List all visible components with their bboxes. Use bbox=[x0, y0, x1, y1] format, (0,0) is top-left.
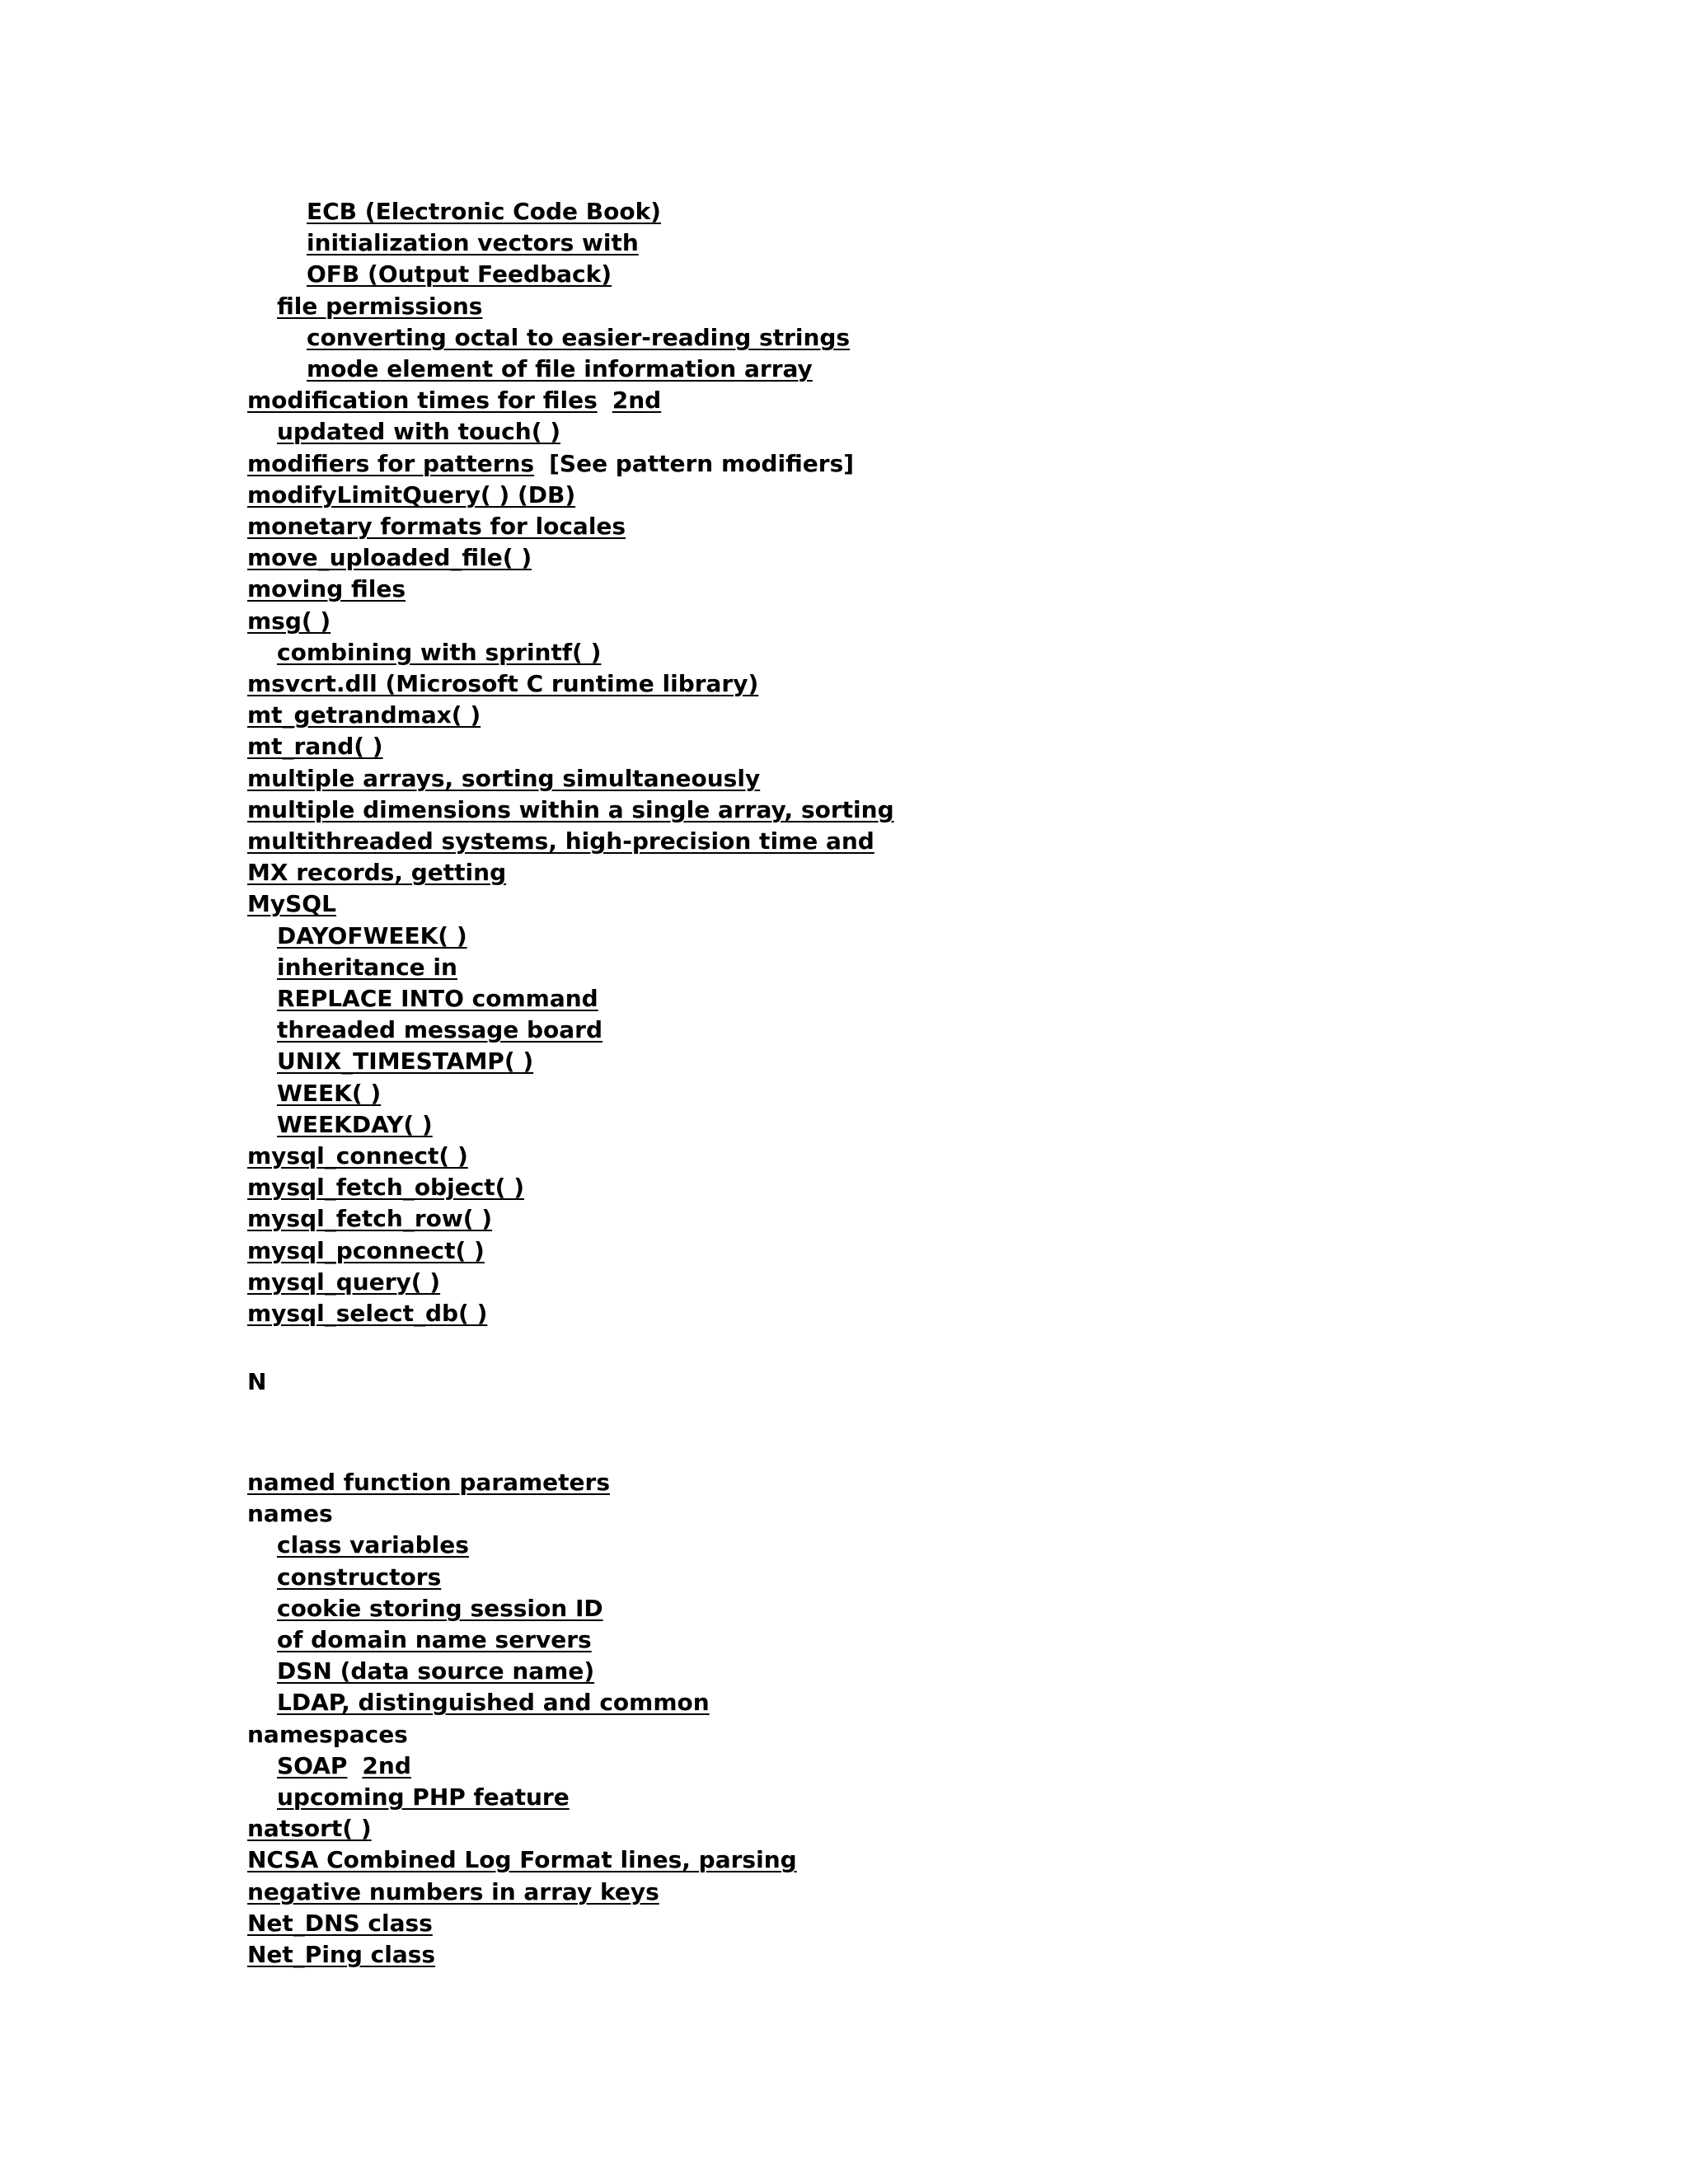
index-entry bbox=[247, 1142, 468, 1170]
index-entry bbox=[247, 859, 506, 887]
index-link[interactable]: mysql_pconnect( ) bbox=[247, 1237, 485, 1264]
index-subentry bbox=[307, 198, 661, 226]
index-link[interactable]: mode element of file information array bbox=[307, 355, 813, 382]
index-link[interactable]: negative numbers in array keys bbox=[247, 1878, 659, 1905]
index-link[interactable]: mysql_query( ) bbox=[247, 1268, 441, 1296]
index-link[interactable]: threaded message board bbox=[277, 1016, 603, 1043]
index-subentry bbox=[277, 1783, 570, 1811]
index-entry bbox=[247, 481, 575, 509]
index-link[interactable]: move_uploaded_file( ) bbox=[247, 544, 532, 571]
index-label: names bbox=[247, 1500, 333, 1527]
index-subentry bbox=[277, 418, 560, 446]
index-link[interactable]: mysql_fetch_row( ) bbox=[247, 1205, 493, 1232]
index-link[interactable]: 2nd bbox=[362, 1752, 411, 1779]
index-link[interactable]: cookie storing session ID bbox=[277, 1595, 603, 1622]
index-link[interactable]: UNIX_TIMESTAMP( ) bbox=[277, 1047, 534, 1075]
section-letter-heading: N bbox=[247, 1368, 267, 1395]
index-entry bbox=[247, 827, 874, 855]
index-entry bbox=[247, 1500, 333, 1528]
index-entry bbox=[247, 733, 383, 761]
index-link[interactable]: constructors bbox=[277, 1563, 442, 1591]
index-link[interactable]: class variables bbox=[277, 1531, 469, 1558]
index-subentry bbox=[277, 1657, 594, 1685]
index-link[interactable]: SOAP bbox=[277, 1752, 348, 1779]
index-link[interactable]: MySQL bbox=[247, 890, 336, 917]
index-subentry bbox=[277, 1752, 411, 1780]
index-entry bbox=[247, 513, 626, 541]
index-link[interactable]: modifyLimitQuery( ) (DB) bbox=[247, 481, 576, 509]
index-link[interactable]: file permissions bbox=[277, 293, 483, 320]
index-entry bbox=[247, 670, 758, 698]
index-link[interactable]: multiple arrays, sorting simultaneously bbox=[247, 765, 761, 792]
index-subentry bbox=[307, 229, 639, 257]
index-link[interactable]: multithreaded systems, high-precision time and bbox=[247, 827, 874, 855]
index-link[interactable]: MX records, getting bbox=[247, 859, 507, 886]
index-subentry bbox=[277, 1080, 381, 1108]
index-subentry bbox=[277, 1111, 433, 1139]
index-link[interactable]: named function parameters bbox=[247, 1469, 610, 1496]
index-link[interactable]: Net_DNS class bbox=[247, 1910, 433, 1937]
index-subentry bbox=[277, 922, 467, 950]
index-link[interactable]: mysql_select_db( ) bbox=[247, 1300, 488, 1327]
index-link[interactable]: msg( ) bbox=[247, 607, 331, 635]
index-link[interactable]: msvcrt.dll (Microsoft C runtime library) bbox=[247, 670, 759, 697]
index-subentry bbox=[277, 1531, 469, 1559]
index-entry bbox=[247, 1174, 524, 1202]
index-label: [See pattern modifiers] bbox=[549, 450, 855, 477]
index-link[interactable]: updated with touch( ) bbox=[277, 418, 561, 445]
index-subentry bbox=[307, 355, 813, 383]
index-subentry bbox=[277, 1047, 533, 1076]
index-subentry bbox=[307, 260, 612, 288]
index-link[interactable]: WEEKDAY( ) bbox=[277, 1111, 433, 1138]
index-entry bbox=[247, 1910, 433, 1938]
index-subentry bbox=[307, 324, 850, 352]
index-link[interactable]: DSN (data source name) bbox=[277, 1657, 595, 1685]
index-link[interactable]: mysql_connect( ) bbox=[247, 1142, 468, 1169]
index-entry bbox=[247, 450, 854, 478]
index-subentry bbox=[277, 293, 482, 321]
index-link[interactable]: monetary formats for locales bbox=[247, 513, 626, 540]
index-link[interactable]: mt_rand( ) bbox=[247, 733, 383, 760]
index-entry bbox=[247, 701, 481, 729]
index-entry bbox=[247, 1721, 408, 1749]
index-entry bbox=[247, 1941, 435, 1969]
index-link[interactable]: modifiers for patterns bbox=[247, 450, 535, 477]
index-subentry bbox=[277, 1689, 710, 1717]
index-entry bbox=[247, 575, 406, 603]
index-label: namespaces bbox=[247, 1721, 408, 1748]
index-entry bbox=[247, 890, 336, 918]
index-link[interactable]: multiple dimensions within a single array, sorting bbox=[247, 796, 894, 823]
index-subentry bbox=[277, 639, 601, 667]
index-link[interactable]: DAYOFWEEK( ) bbox=[277, 922, 467, 949]
index-link[interactable]: WEEK( ) bbox=[277, 1080, 382, 1107]
index-entry bbox=[247, 607, 331, 635]
index-link[interactable]: inheritance in bbox=[277, 954, 457, 981]
index-link[interactable]: converting octal to easier-reading strings bbox=[307, 324, 851, 351]
index-entry bbox=[247, 796, 894, 824]
index-subentry bbox=[277, 1626, 592, 1654]
index-link[interactable]: LDAP, distinguished and common bbox=[277, 1689, 710, 1716]
index-link[interactable]: upcoming PHP feature bbox=[277, 1783, 570, 1811]
index-link[interactable]: NCSA Combined Log Format lines, parsing bbox=[247, 1846, 797, 1873]
index-subentry bbox=[277, 985, 598, 1013]
index-entry bbox=[247, 1815, 372, 1843]
index-link[interactable]: REPLACE INTO command bbox=[277, 985, 598, 1012]
index-link[interactable]: ECB (Electronic Code Book) bbox=[307, 198, 661, 225]
index-subentry bbox=[277, 1595, 603, 1623]
index-subentry bbox=[277, 1016, 603, 1044]
index-link[interactable]: moving files bbox=[247, 575, 406, 602]
index-link[interactable]: mysql_fetch_object( ) bbox=[247, 1174, 525, 1201]
index-link[interactable]: initialization vectors with bbox=[307, 229, 639, 256]
index-link[interactable]: Net_Ping class bbox=[247, 1941, 436, 1968]
index-link[interactable]: 2nd bbox=[612, 387, 662, 414]
index-link[interactable]: mt_getrandmax( ) bbox=[247, 701, 481, 729]
index-subentry bbox=[277, 1563, 441, 1591]
index-link[interactable]: natsort( ) bbox=[247, 1815, 372, 1842]
index-entry bbox=[247, 1846, 797, 1874]
index-entry bbox=[247, 765, 760, 793]
index-entry bbox=[247, 1878, 659, 1906]
index-link[interactable]: OFB (Output Feedback) bbox=[307, 260, 612, 288]
index-entry bbox=[247, 387, 661, 415]
index-link[interactable]: combining with sprintf( ) bbox=[277, 639, 602, 666]
index-entry bbox=[247, 1300, 487, 1328]
index-subentry bbox=[277, 954, 457, 982]
index-entry bbox=[247, 1268, 440, 1296]
index-entry bbox=[247, 544, 532, 572]
index-entry bbox=[247, 1469, 610, 1497]
index-entry bbox=[247, 1237, 485, 1265]
index-link[interactable]: modification times for files bbox=[247, 387, 598, 414]
index-link[interactable]: of domain name servers bbox=[277, 1626, 592, 1653]
index-entry bbox=[247, 1205, 492, 1233]
